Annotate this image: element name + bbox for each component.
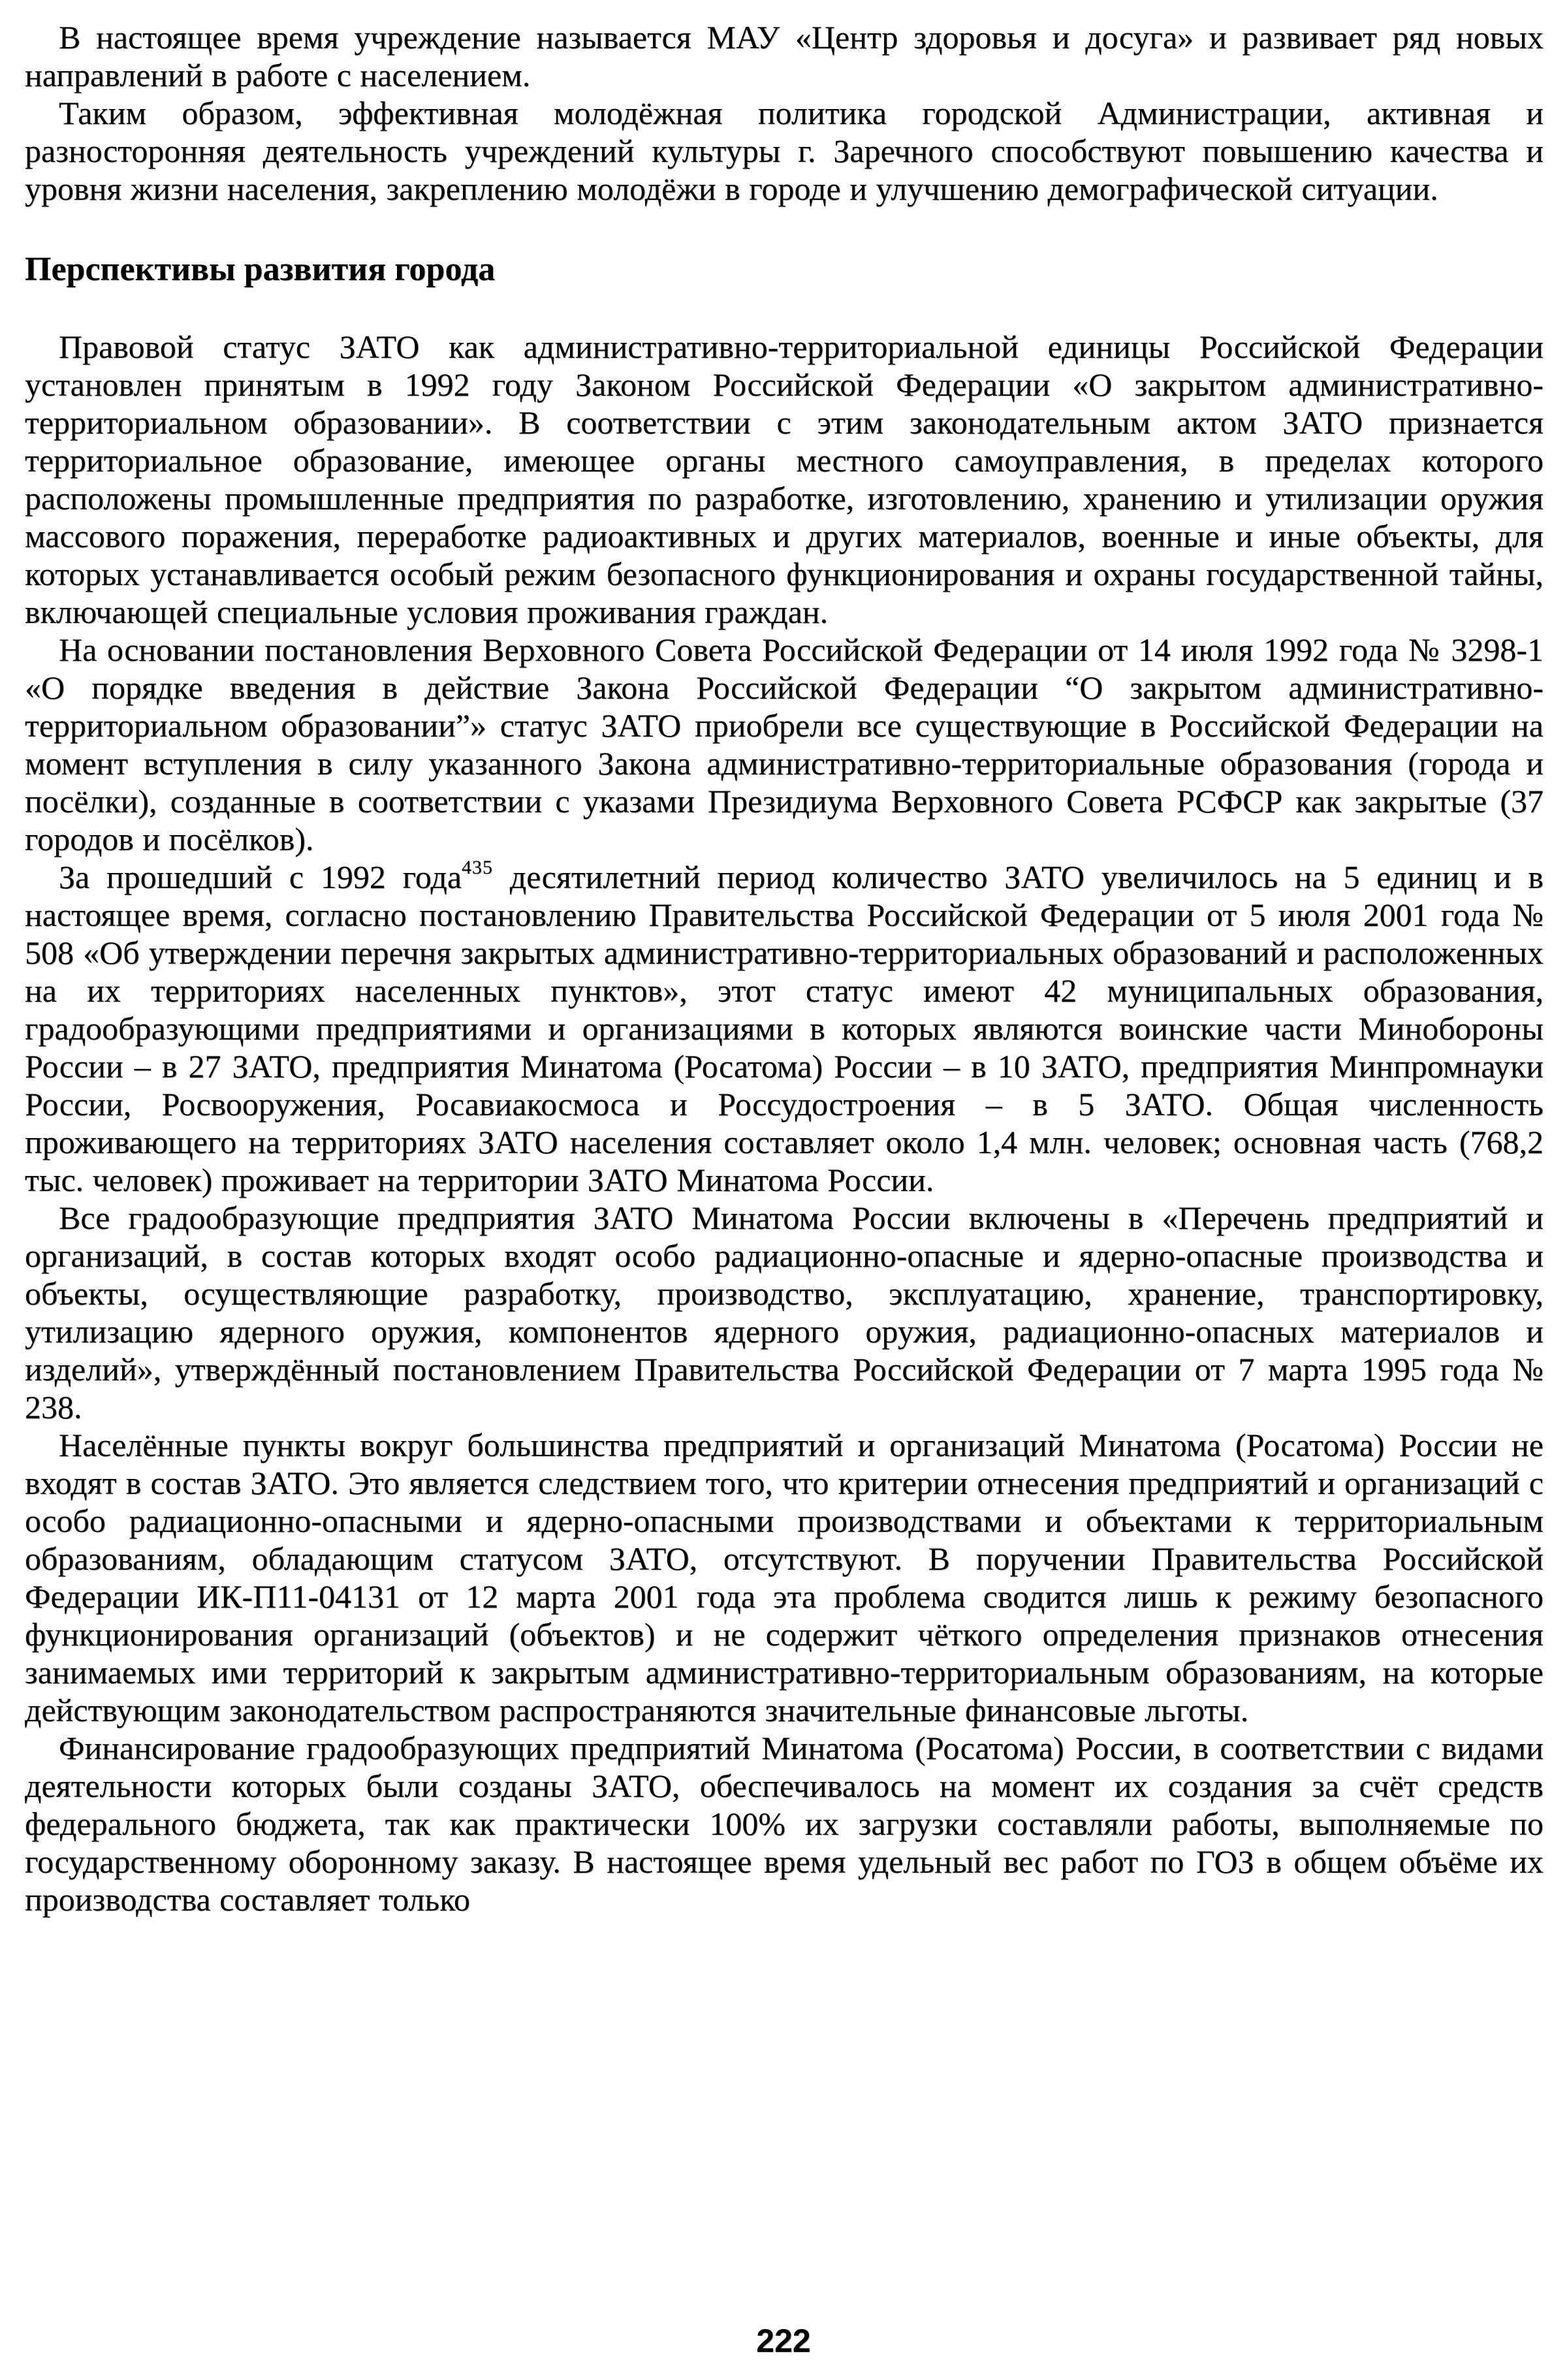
footnote-reference: 435 — [462, 857, 494, 878]
body-paragraph-with-footnote — [25, 858, 1543, 1199]
intro-paragraph: Таким образом, эффективная молодёжная политика городской Администрации, активная и разносторонняя деятельность учреждений культуры г. Заречного способствуют повышению качества и уровня жизни населения, закреплению молодёжи в городе и улучшению демографической ситуации. — [25, 95, 1543, 207]
intro-paragraph: В настоящее время учреждение называется МАУ «Центр здоровья и досуга» и развивает ряд новых направлений в работе с населением. — [25, 19, 1543, 93]
body-paragraph: Финансирование градообразующих предприятий Минатома (Росатома) России, в соответствии с видами деятельности которых были созданы ЗАТО, обеспечивалось на момент их создания за счёт средств федерального бюджета, так как практически 100% их загрузки составляли работы, выполняемые по государственному оборонному заказу. В настоящее время удельный вес работ по ГОЗ в общем объёме их производства составляет только — [25, 1730, 1543, 1918]
body-paragraph: Все градообразующие предприятия ЗАТО Минатома России включены в «Перечень предприятий и организаций, в состав которых входят особо радиационно-опасные и ядерно-опасные производства и объекты, осуществляющие разработку, производство, эксплуатацию, хранение, транспортировку, утилизацию ядерного оружия, компонентов ядерного оружия, радиационно-опасных материалов и изделий», утверждённый постановлением Правительства Российской Федерации от 7 марта 1995 года № 238. — [25, 1199, 1543, 1425]
body-paragraph: Населённые пункты вокруг большинства предприятий и организаций Минатома (Росатома) России не входят в состав ЗАТО. Это является следствием того, что критерии отнесения предприятий и организаций с особо радиационно-опасными и ядерно-опасными производствами и объектами к территориальным образованиям, обладающим статусом ЗАТО, отсутствуют. В поручении Правительства Российской Федерации ИК-П11-04131 от 12 марта 2001 года эта проблема сводится лишь к режиму безопасного функционирования организаций (объектов) и не содержит чёткого определения признаков отнесения занимаемых ими территорий к закрытым административно-территориальным образованиям, на которые действующим законодательством распространяются значительные финансовые льготы. — [25, 1427, 1543, 1728]
body-paragraph: Правовой статус ЗАТО как административно-территориальной единицы Российской Федерации установлен принятым в 1992 году Законом Российской Федерации «О закрытом административно-территориальном образовании». В соответствии с этим законодательным актом ЗАТО признается территориальное образование, имеющее органы местного самоуправления, в пределах которого расположены промышленные предприятия по разработке, изготовлению, хранению и утилизации оружия массового поражения, переработке радиоактивных и других материалов, военные и иные объекты, для которых устанавливается особый режим безопасного функционирования и охраны государственной тайны, включающей специальные условия проживания граждан. — [25, 328, 1543, 630]
section-heading: Перспективы развития города — [25, 251, 496, 288]
paragraph-text-after-footnote: десятилетний период количество ЗАТО увеличилось на 5 единиц и в настоящее время, согласно постановлению Правительства Российской Федерации от 5 июля 2001 года № 508 «Об утверждении перечня закрытых административно-территориальных образований и расположенных на их территориях населенных пунктов», этот статус имеют 42 муниципальных образования, градообразующими предприятиями и организациями в которых являются воинские части Минобороны России – в 27 ЗАТО, предприятия Минатома (Росатома) России – в 10 ЗАТО, предприятия Минпромнауки России, Росвооружения, Росавиакосмоса и Россудостроения – в 5 ЗАТО. Общая численность проживающего на территориях ЗАТО населения составляет около 1,4 млн. человек; основная часть (768,2 тыс. человек) проживает на территории ЗАТО Минатома России. — [25, 859, 1543, 1198]
page-number: 222 — [756, 2323, 811, 2359]
paragraph-text-before-footnote: За прошедший с 1992 года — [59, 859, 462, 895]
body-paragraph: На основании постановления Верховного Совета Российской Федерации от 14 июля 1992 года № 3298-1 «О порядке введения в действие Закона Российской Федерации “О закрытом административно-территориальном образовании”» статус ЗАТО приобрели все существующие в Российской Федерации на момент вступления в силу указанного Закона административно-территориальные образования (города и посёлки), созданные в соответствии с указами Президиума Верховного Совета РСФСР как закрытые (37 городов и посёлков). — [25, 631, 1543, 857]
